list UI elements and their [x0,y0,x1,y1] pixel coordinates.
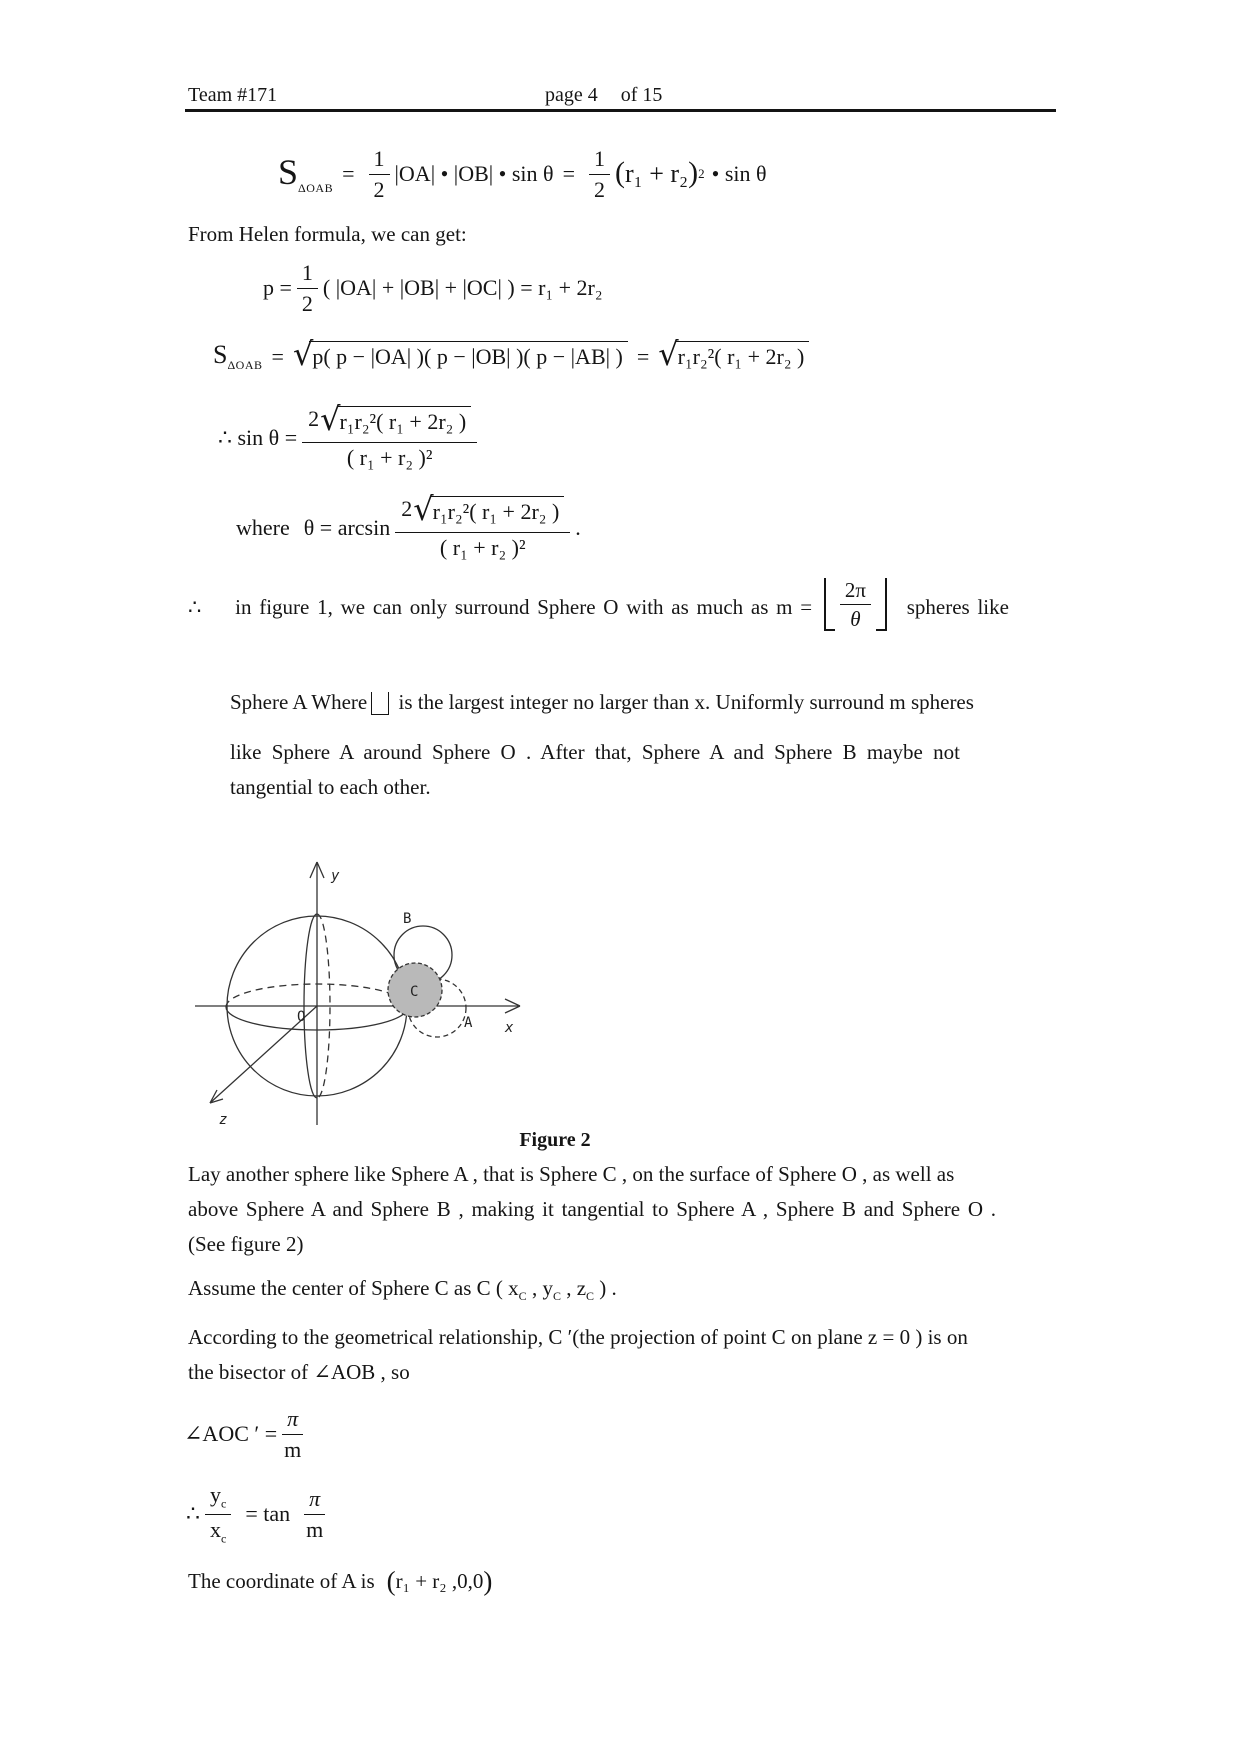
equation-s-oab-sin: $S_{\Delta OAB}$ = $\frac{1}{2}$ |OA| • |OB| • sin θ = $\frac{1}{2}$ ( r₁ + r₂ ) 2 • sin θ [278,146,767,202]
big-fraction: 2 √ r₁r₂²( r₁ + 2r₂ ) ( r₁ + r₂ )² [302,406,477,470]
para-around-sphere-line: like Sphere A around Sphere O . After that, Sphere A and Sphere B maybe not [230,740,960,764]
x-axis-label: x [505,1020,514,1036]
para-floor-definition: Sphere A Where is the largest integer no larger than x. Uniformly surround m spheres [230,690,974,714]
para-coordinate-a: The coordinate of A is ( r₁ + r₂ ,0,0 ) [188,1566,493,1596]
radical-group: √ r₁r₂²( r₁ + 2r₂ ) [658,341,809,373]
sphere-b-label: B [403,911,412,927]
para-lay-sphere-line1: Lay another sphere like Sphere A , that is Sphere C , on the surface of Sphere O , as well as [188,1162,955,1186]
header-team: Team #171 [188,84,278,106]
sphere-diagram-svg [163,850,543,1135]
header-rule [185,109,1056,112]
fraction-one-half: $\frac{1}{2}$ [589,146,610,202]
origin-label: O [297,1009,306,1025]
fraction-one-half: $\frac{1}{2}$ [297,260,318,316]
header-of-label: of 15 [620,84,663,106]
fraction-pi-over-m: $\frac{\pi}{m}$ [306,1486,324,1542]
para-lay-sphere-line3: (See figure 2) [188,1232,304,1256]
floor-bracket-group: $\frac{2\pi}{\theta}$ [824,578,887,640]
figure-2-caption: Figure 2 [519,1129,591,1151]
eq3-S: $S_{\Delta OAB}$ [213,340,263,373]
big-fraction: 2 √ r₁r₂²( r₁ + 2r₂ ) ( r₁ + r₂ )² [395,496,570,560]
fraction-pi-over-m: $\frac{\pi}{m}$ [284,1406,302,1462]
equation-p-half-perimeter: p = $\frac{1}{2}$ ( |OA| + |OB| + |OC| ) = r₁ + 2r₂ [263,260,603,316]
para-lay-sphere-line2: above Sphere A and Sphere B , making it tangential to Sphere A , Sphere B and Sphere O . [188,1197,997,1221]
radical-group: √ p( p − |OA| )( p − |OB| )( p − |AB| ) [293,341,628,373]
fraction-yc-xc: $\frac{y_c}{x_c}$ [205,1482,231,1545]
figure-2-diagram [163,850,543,1140]
z-axis-label: z [219,1112,228,1128]
sphere-a-label: A [464,1015,473,1031]
therefore-symbol: ∴ [186,1501,200,1526]
header-page-number [545,84,662,107]
small-left-floor [371,692,380,715]
para-geometry-line2: the bisector of ∠AOB , so [188,1360,410,1384]
para-tangential-line: tangential to each other. [230,775,431,799]
right-floor-bracket [876,578,887,631]
left-floor-bracket [824,578,835,631]
eq1-S: $S_{\Delta OAB}$ [278,151,334,196]
equation-heron-area: $S_{\Delta OAB}$ = √ p( p − |OA| )( p − |OB| )( p − |AB| ) = √ r₁r₂²( r₁ + 2r₂ ) [213,328,809,386]
equation-yc-over-xc: ∴ $\frac{y_c}{x_c}$ = tan $\frac{\pi}{m}$ [186,1482,324,1545]
para-surround-sphere: ∴ in figure 1, we can only surround Sphere O with as much as m = $\frac{2\pi}{\theta}$ spheres like [188,578,1068,640]
equation-sin-theta: ∴ sin θ = 2 √ r₁r₂²( r₁ + 2r₂ ) ( r₁ + r₂ )² [218,390,482,486]
header-page-label: page 4 [545,84,598,106]
sphere-c-label: C [410,984,419,1000]
equation-angle-aoc: ∠AOC ′ = $\frac{\pi}{m}$ [184,1406,302,1462]
y-axis-label: y [331,868,340,884]
therefore-symbol: ∴ [188,594,202,619]
para-geometry-line1: According to the geometrical relationship, C ′(the projection of point C on plane z = 0 ) is on [188,1325,968,1349]
para-assume-center: Assume the center of Sphere C as C ( $x_C$ , $y_C$ , $z_C$ ) . [188,1276,617,1304]
helen-formula-text: From Helen formula, we can get: [188,222,467,246]
fraction-one-half: $\frac{1}{2}$ [369,146,390,202]
equation-theta-arcsin: where θ = arcsin 2 √ r₁r₂²( r₁ + 2r₂ ) ( r₁ + r₂ )² . [236,489,581,560]
small-right-floor [380,692,389,715]
